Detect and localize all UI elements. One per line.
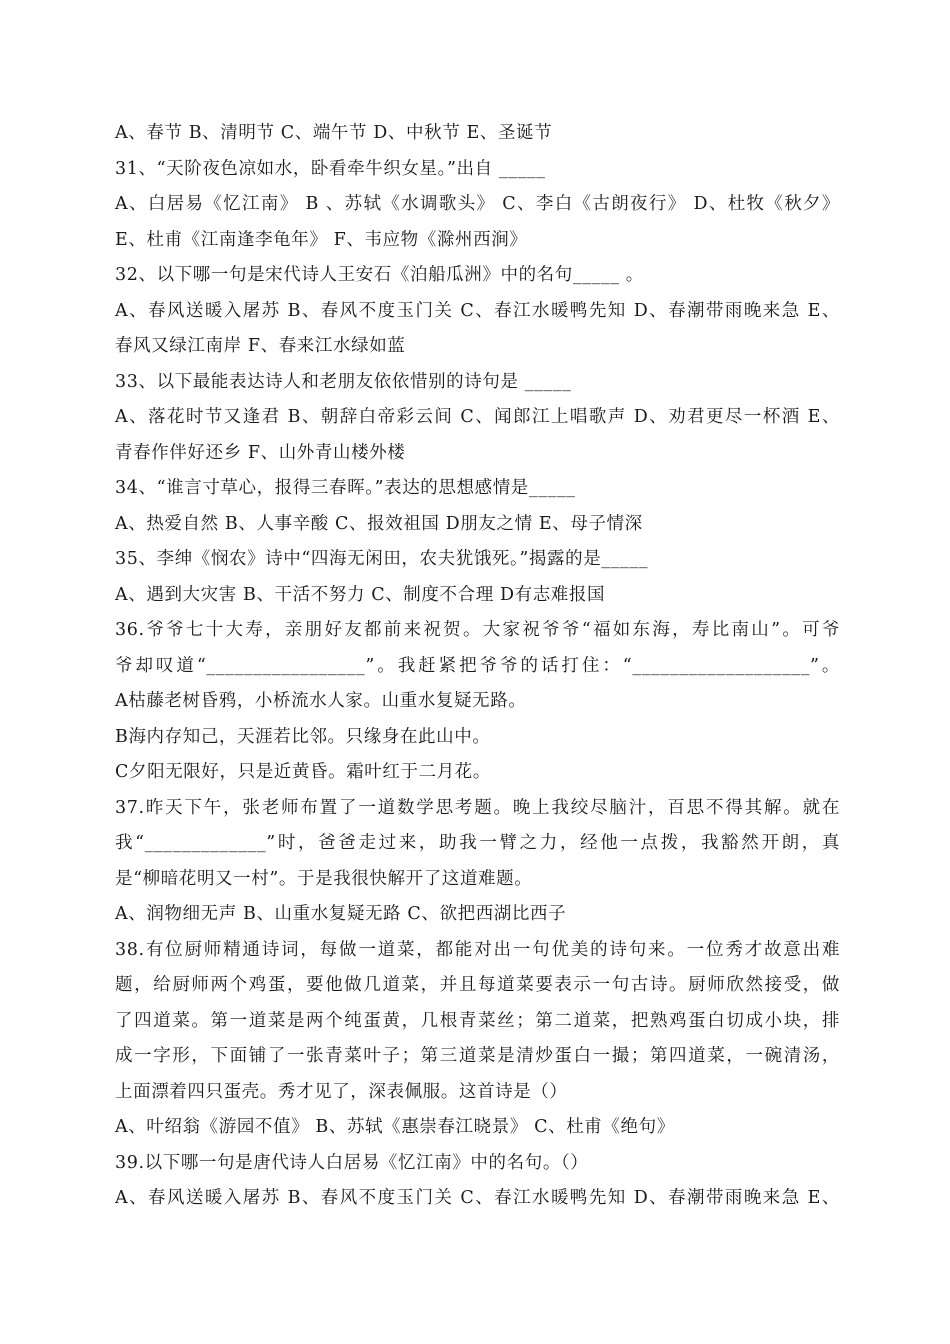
text-line: 38.有位厨师精通诗词，每做一道菜，都能对出一句优美的诗句来。一位秀才故意出难	[115, 939, 840, 960]
text-line: 36.爷爷七十大寿，亲朋好友都前来祝贺。大家祝爷爷“福如东海，寿比南山”。可爷	[115, 620, 840, 640]
text-line: 题，给厨师两个鸡蛋，要他做几道菜，并且每道菜要表示一句古诗。厨师欣然接受，做	[115, 975, 840, 995]
text-line: 了四道菜。第一道菜是两个纯蛋黄，几根青菜丝；第二道菜，把熟鸡蛋白切成小块，排	[115, 1010, 840, 1031]
text-line: 成一字形，下面铺了一张青菜叶子；第三道菜是清炒蛋白一撮；第四道菜，一碗清汤，	[115, 1046, 840, 1066]
text-line: A、热爱自然 B、人事辛酸 C、报效祖国 D朋友之情 E、母子情深	[115, 513, 643, 534]
text-line: 31、“天阶夜色凉如水，卧看牵牛织女星。”出自 _____	[115, 158, 546, 179]
text-line: A、春风送暖入屠苏 B、春风不度玉门关 C、春江水暖鸭先知 D、春潮带雨晚来急 E、	[115, 300, 840, 321]
text-line: 是“柳暗花明又一村”。于是我很快解开了这道难题。	[115, 868, 533, 889]
text-line: 37.昨天下午，张老师布置了一道数学思考题。晚上我绞尽脑汁，百思不得其解。就在	[115, 797, 840, 818]
text-line: 39.以下哪一句是唐代诗人白居易《忆江南》中的名句。（）	[115, 1152, 589, 1173]
text-line: 青春作伴好还乡 F、山外青山楼外楼	[115, 442, 406, 463]
text-line: 33、以下最能表达诗人和老朋友依依惜别的诗句是 _____	[115, 371, 572, 392]
text-line: A、遇到大灾害 B、干活不努力 C、制度不合理 D有志难报国	[115, 584, 606, 605]
text-line: 春风又绿江南岸 F、春来江水绿如蓝	[115, 336, 406, 356]
text-line: A、春节 B、清明节 C、端午节 D、中秋节 E、圣诞节	[115, 123, 553, 143]
text-line: 上面漂着四只蛋壳。秀才见了，深表佩服。这首诗是（）	[115, 1081, 568, 1102]
text-line: 34、“谁言寸草心，报得三春晖。”表达的思想感情是_____	[115, 478, 576, 498]
text-line: C夕阳无限好，只是近黄昏。霜叶红于二月花。	[115, 762, 491, 782]
text-line: 35、李绅《悯农》诗中“四海无闲田，农夫犹饿死。”揭露的是_____	[115, 549, 649, 569]
text-line: A、白居易《忆江南》 B 、苏轼《水调歌头》 C、李白《古朗夜行》 D、杜牧《秋夕》	[115, 194, 840, 214]
document-page	[115, 116, 840, 1217]
text-line: A、叶绍翁《游园不值》 B、苏轼《惠崇春江晓景》 C、杜甫《绝句》	[115, 1117, 675, 1137]
text-line: A枯藤老树昏鸦，小桥流水人家。山重水复疑无路。	[115, 691, 527, 711]
text-line: A、润物细无声 B、山重水复疑无路 C、欲把西湖比西子	[115, 904, 567, 924]
text-line: 我“_____________”时，爸爸走过来，助我一臂之力，经他一点拨，我豁然开朗，真	[115, 833, 840, 853]
text-line: A、落花时节又逢君 B、朝辞白帝彩云间 C、闻郎江上唱歌声 D、劝君更尽一杯酒 E、	[115, 407, 840, 427]
text-line: 32、以下哪一句是宋代诗人王安石《泊船瓜洲》中的名句_____ 。	[115, 265, 644, 285]
text-line: 爷却叹道“_________________”。我赶紧把爷爷的话打住：“___________________”。	[115, 655, 840, 676]
text-line: E、杜甫《江南逢李龟年》 F、韦应物《滁州西涧》	[115, 229, 528, 250]
text-line: B海内存知己，天涯若比邻。只缘身在此山中。	[115, 726, 491, 747]
text-line: A、春风送暖入屠苏 B、春风不度玉门关 C、春江水暖鸭先知 D、春潮带雨晚来急 E、	[115, 1188, 840, 1208]
